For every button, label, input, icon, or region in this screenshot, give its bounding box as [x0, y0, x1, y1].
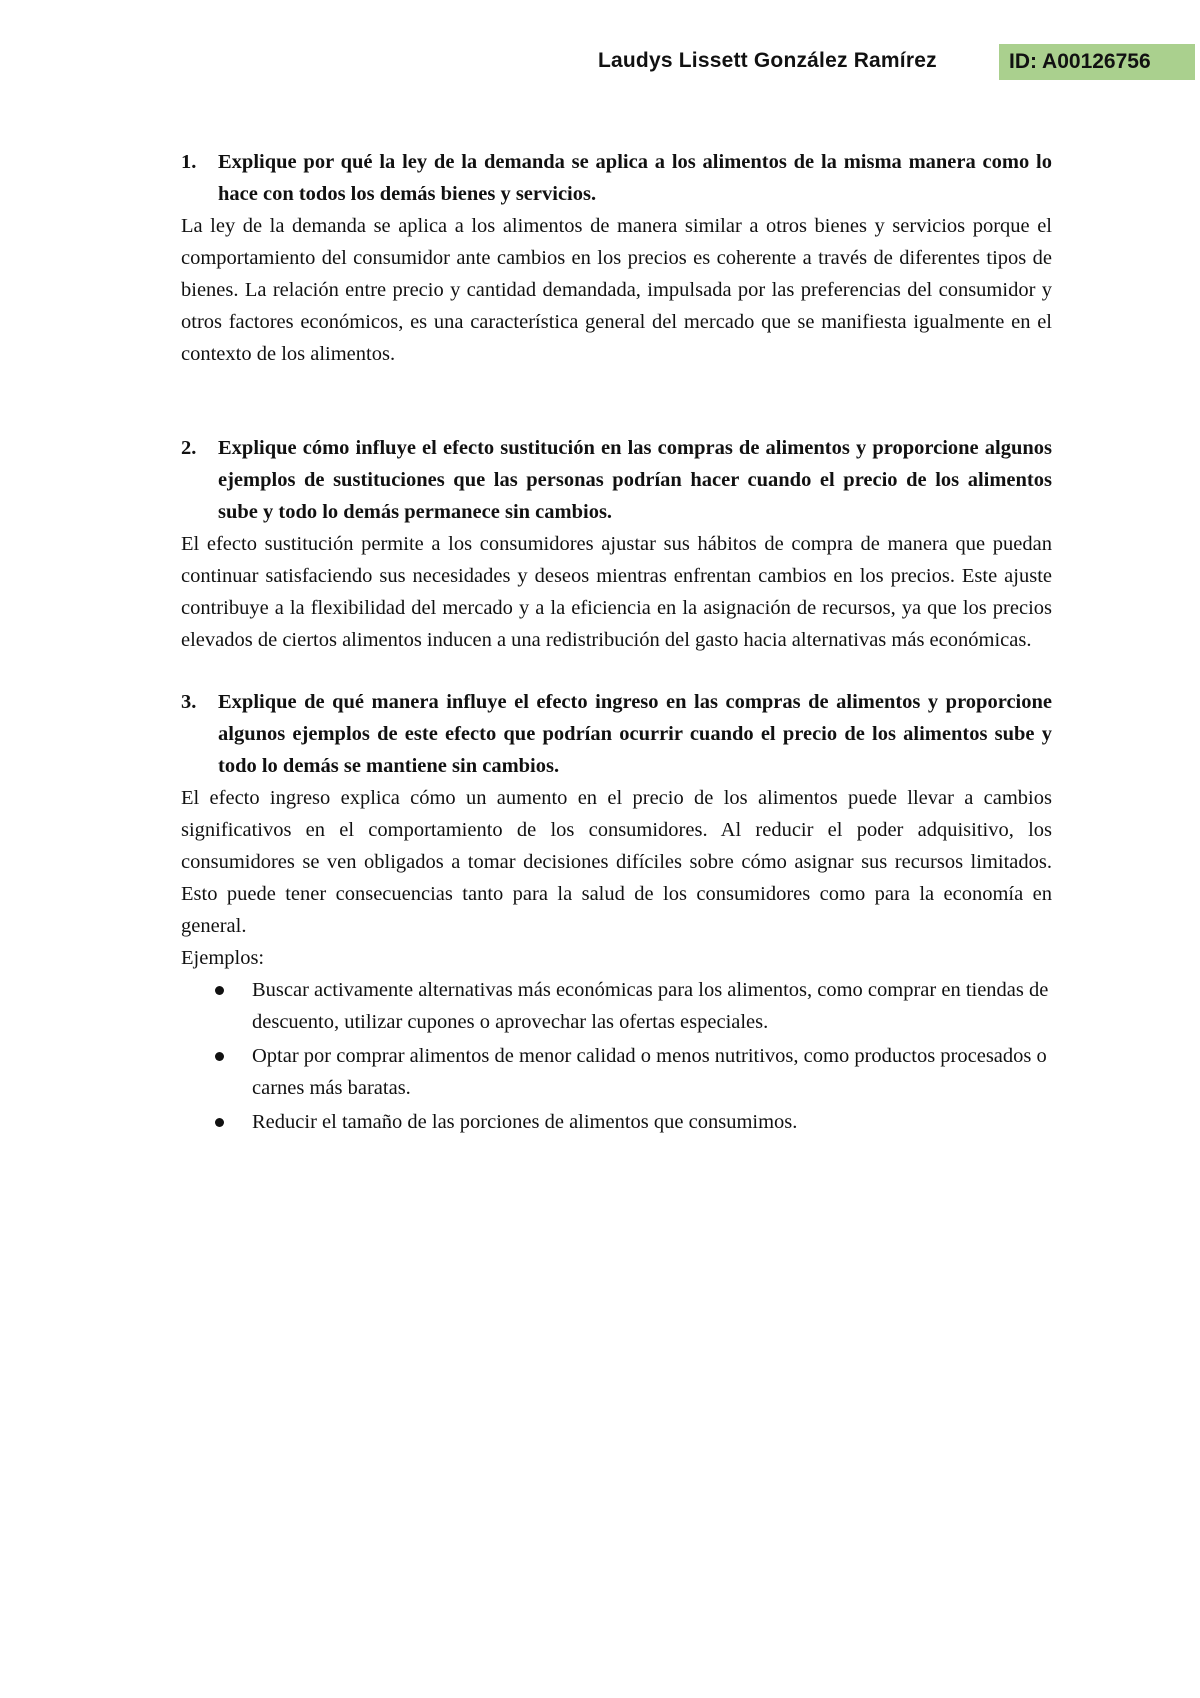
list-item	[252, 974, 1052, 1038]
list-item-text: Buscar activamente alternativas más económicas para los alimentos, como comprar en tiendas de descuento, utilizar cupones o aprovechar las ofertas especiales.	[252, 979, 1049, 1033]
list-item	[252, 1106, 1052, 1138]
question-heading	[181, 146, 1052, 210]
question-text: Explique cómo influye el efecto sustitución en las compras de alimentos y proporcione algunos ejemplos de sustituciones que las personas podrían hacer cuando el precio de los alimentos sube y todo lo demás permanece sin cambios.	[218, 437, 1052, 523]
question-heading	[181, 686, 1052, 782]
page-header	[0, 44, 1200, 84]
question-text: Explique por qué la ley de la demanda se aplica a los alimentos de la misma manera como lo hace con todos los demás bienes y servicios.	[218, 151, 1052, 205]
document-body	[181, 146, 1052, 1140]
section-spacer	[181, 656, 1052, 686]
bullet-icon	[215, 1118, 224, 1127]
list-item-text: Optar por comprar alimentos de menor calidad o menos nutritivos, como productos procesados o carnes más baratas.	[252, 1045, 1047, 1099]
author-name: Laudys Lissett González Ramírez	[598, 49, 937, 72]
bullet-icon	[215, 986, 224, 995]
section-spacer	[181, 370, 1052, 432]
bullet-icon	[215, 1052, 224, 1061]
list-item	[252, 1040, 1052, 1104]
question-section-3	[181, 686, 1052, 1138]
question-text: Explique de qué manera influye el efecto ingreso en las compras de alimentos y proporcione algunos ejemplos de este efecto que podrían ocurrir cuando el precio de los alimentos sube y todo lo demás se mantiene sin cambios.	[218, 691, 1052, 777]
question-number: 1.	[181, 151, 197, 173]
answer-paragraph: La ley de la demanda se aplica a los alimentos de manera similar a otros bienes y servicios porque el comportamiento del consumidor ante cambios en los precios es coherente a través de diferentes tipos de bienes. La relación entre precio y cantidad demandada, impulsada por las preferencias del consumidor y otros factores económicos, es una característica general del mercado que se manifiesta igualmente en el contexto de los alimentos.	[181, 215, 1052, 365]
question-section-1	[181, 146, 1052, 370]
student-id-badge: ID: A00126756	[999, 44, 1195, 80]
question-number: 3.	[181, 691, 197, 713]
answer-paragraph: El efecto ingreso explica cómo un aumento en el precio de los alimentos puede llevar a cambios significativos en el comportamiento de los consumidores. Al reducir el poder adquisitivo, los consumidores se ven obligados a tomar decisiones difíciles sobre cómo asignar sus recursos limitados. Esto puede tener consecuencias tanto para la salud de los consumidores como para la economía en general.	[181, 787, 1052, 937]
answer-paragraph: El efecto sustitución permite a los consumidores ajustar sus hábitos de compra de manera que puedan continuar satisfaciendo sus necesidades y deseos mientras enfrentan cambios en los precios. Este ajuste contribuye a la flexibilidad del mercado y a la eficiencia en la asignación de recursos, ya que los precios elevados de ciertos alimentos inducen a una redistribución del gasto hacia alternativas más económicas.	[181, 533, 1052, 651]
examples-label: Ejemplos:	[181, 947, 265, 969]
question-number: 2.	[181, 437, 197, 459]
question-section-2	[181, 432, 1052, 656]
examples-list	[181, 974, 1052, 1138]
list-item-text: Reducir el tamaño de las porciones de alimentos que consumimos.	[252, 1111, 798, 1133]
question-heading	[181, 432, 1052, 528]
